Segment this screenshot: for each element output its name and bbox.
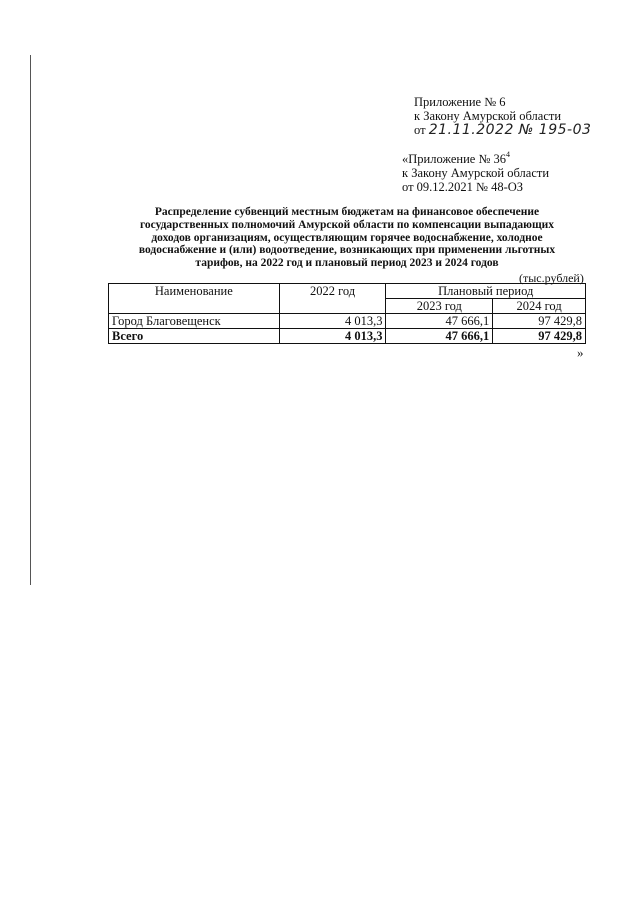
previous-appendix-date: от 09.12.2021 № 48-ОЗ — [402, 180, 524, 194]
previous-appendix-base: «Приложение № 36 — [402, 152, 507, 166]
header-name: Наименование — [109, 284, 280, 314]
title-line: Распределение субвенций местным бюджетам на финансовое обеспечение — [154, 206, 540, 218]
title-line: доходов организациям, осуществляющим горячее водоснабжение, холодное — [151, 231, 543, 244]
scan-edge-line — [30, 55, 31, 585]
appendix-header — [414, 95, 591, 137]
table-header-row — [109, 284, 586, 299]
table-row — [109, 314, 586, 329]
subsidy-table — [108, 283, 586, 344]
unit-label: (тыс.рублей) — [519, 271, 584, 285]
header-planned-period: Плановый период — [386, 284, 586, 299]
previous-appendix-law-reference: к Закону Амурской области — [402, 166, 550, 180]
date-prefix: от — [414, 123, 426, 137]
appendix-number: Приложение № 6 — [414, 95, 506, 109]
previous-appendix-number — [402, 148, 549, 166]
header-2024: 2024 год — [493, 299, 586, 314]
title-line: государственных полномочий Амурской области по компенсации выпадающих — [139, 218, 555, 231]
total-value-2024: 97 429,8 — [493, 329, 586, 344]
total-value-2022: 4 013,3 — [279, 329, 386, 344]
total-value-2023: 47 666,1 — [386, 329, 493, 344]
appendix-law-reference: к Закону Амурской области — [414, 109, 562, 123]
appendix-date-line — [414, 123, 591, 137]
closing-quote: » — [577, 345, 584, 360]
previous-appendix-superscript: 4 — [506, 150, 511, 159]
title-line: водоснабжение и (или) водоотведение, возникающих при применении льготных — [138, 244, 556, 257]
previous-appendix-header — [402, 148, 549, 194]
header-2023: 2023 год — [386, 299, 493, 314]
row-value-2023: 47 666,1 — [386, 314, 493, 329]
table-total-row — [109, 329, 586, 344]
row-value-2022: 4 013,3 — [279, 314, 386, 329]
total-name: Всего — [109, 329, 280, 344]
title-line: тарифов, на 2022 год и плановый период 2023 и 2024 годов — [195, 257, 499, 270]
row-value-2024: 97 429,8 — [493, 314, 586, 329]
row-name: Город Благовещенск — [109, 314, 280, 329]
header-2022: 2022 год — [279, 284, 386, 314]
handwritten-date-number: 21.11.2022 № 195-03 — [428, 122, 592, 138]
document-title — [108, 206, 586, 270]
